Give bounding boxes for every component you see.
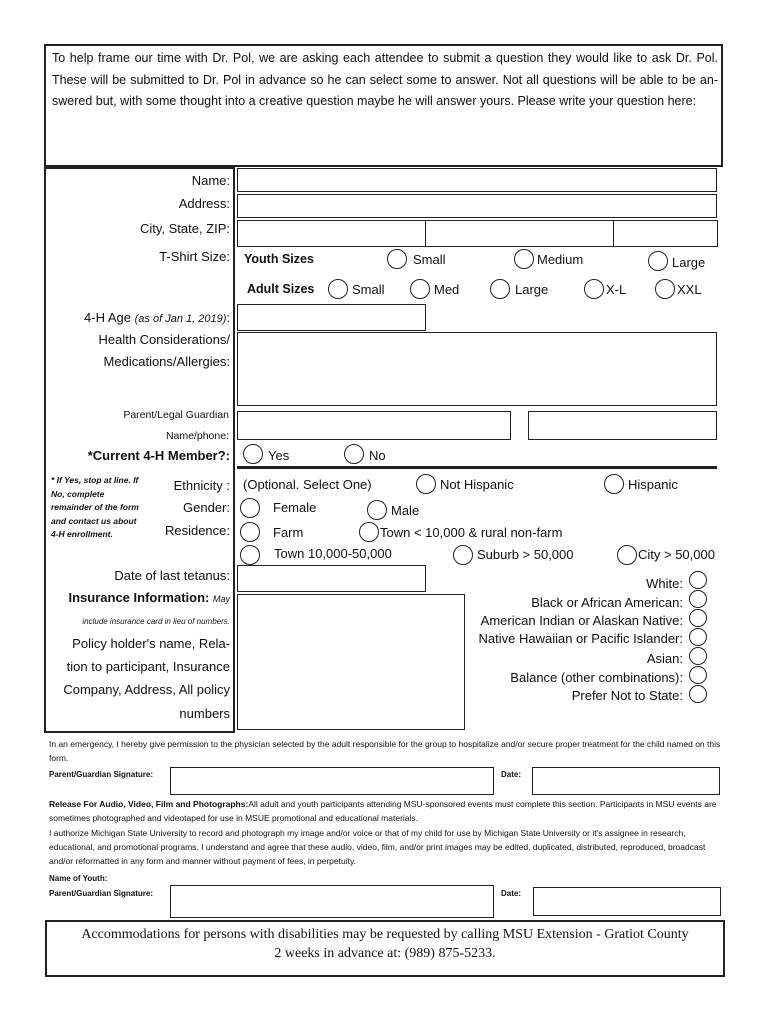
race-hawaiian-label: Native Hawaiian or Pacific Islander:: [478, 631, 683, 646]
adult-med-label: Med: [434, 282, 460, 297]
signature-input[interactable]: [170, 767, 494, 795]
residence-label: Residence:: [164, 523, 230, 538]
ethnicity-label: Ethnicity :: [173, 478, 230, 493]
member-divider: [237, 466, 717, 469]
signature-input-2[interactable]: [170, 885, 494, 918]
not-hispanic-radio[interactable]: [416, 474, 436, 494]
town-small-radio[interactable]: [359, 522, 379, 542]
adult-xxl-radio[interactable]: [655, 279, 675, 299]
state-input[interactable]: [425, 220, 614, 247]
city-input[interactable]: [237, 220, 426, 247]
race-prefer-radio[interactable]: [689, 685, 707, 703]
city-label-option: City > 50,000: [638, 547, 715, 562]
signature-label-2: Parent/Guardian Signature:: [49, 889, 154, 898]
adult-med-radio[interactable]: [410, 279, 430, 299]
release-text: [49, 797, 721, 825]
adult-small-label: Small: [352, 282, 385, 297]
male-label: Male: [391, 503, 420, 518]
guardian-label-2: Name/phone:: [165, 430, 229, 442]
intro-text: To help frame our time with Dr. Pol, we are asking each attendee to submit a question they would like to ask Dr. Pol. These will be submitted to Dr. Pol in advance so he can select some to answer. Not all questions will be able to be an-swered but, with some thought into a creative question maybe he will answer yours. Please write your question here:: [52, 51, 718, 108]
youth-name-label: Name of Youth:: [49, 874, 108, 883]
race-native-label: American Indian or Alaskan Native:: [480, 613, 683, 628]
gender-label: Gender:: [183, 500, 230, 515]
emergency-text: In an emergency, I hereby give permission to the physician selected by the adult responsible for the group to hospitalize and/or secure proper treatment for the child named on this form.: [49, 739, 721, 763]
town-mid-radio[interactable]: [240, 545, 260, 565]
race-native-radio[interactable]: [689, 609, 707, 627]
date-input[interactable]: [532, 767, 720, 795]
date-input-2[interactable]: [533, 887, 721, 916]
address-input[interactable]: [237, 194, 717, 218]
age-label: [84, 310, 230, 325]
farm-label: Farm: [273, 525, 304, 540]
release-title: Release For Audio, Video, Film and Photographs:: [49, 799, 249, 809]
youth-medium-radio[interactable]: [514, 249, 534, 269]
member-no-radio[interactable]: [344, 444, 364, 464]
member-yes-radio[interactable]: [243, 444, 263, 464]
signature-label: Parent/Guardian Signature:: [49, 770, 154, 779]
adult-xxl-label: XXL: [677, 282, 702, 297]
date-label: Date:: [501, 770, 522, 779]
hispanic-radio[interactable]: [604, 474, 624, 494]
name-input[interactable]: [237, 168, 717, 192]
policy-line-4: numbers: [179, 706, 230, 721]
address-label: Address:: [178, 196, 230, 211]
authorize-text: I authorize Michigan State University to record and photograph my image and/or voice or that of my child for use by Michigan State University or it's assignee in research, educational, and promotional programs. I understand and agree that these audio, video, film, and/or print images may be edited, duplicated, distributed, reproduced, broadcast and/or reformatted in any form and manner without payment of fees, in perpetuity.: [49, 828, 706, 866]
insurance-input[interactable]: [237, 594, 465, 730]
race-prefer-label: Prefer Not to State:: [571, 688, 683, 703]
insurance-may: May: [212, 594, 230, 604]
health-input[interactable]: [237, 332, 717, 406]
race-hawaiian-radio[interactable]: [689, 628, 707, 646]
age-label-text: 4-H Age: [84, 310, 132, 325]
insurance-label: [69, 590, 231, 605]
accommodations-line-2: 2 weeks in advance at: (989) 875-5233.: [274, 946, 496, 961]
guardian-name-input[interactable]: [237, 411, 511, 440]
member-no-label: No: [369, 448, 386, 463]
city-label: City, State, ZIP:: [139, 221, 230, 236]
hispanic-label: Hispanic: [628, 477, 678, 492]
health-label-1: Health Considerations/: [98, 332, 230, 347]
age-note: (as of Jan 1, 2019): [134, 313, 227, 325]
release-body: All adult and youth participants attending MSU-sponsored events must complete this section. Participants in MSU events are sometimes photographed and videotaped for use in MSUE promotional and educational materials.: [49, 799, 717, 823]
tetanus-input[interactable]: [237, 565, 426, 592]
adult-large-radio[interactable]: [490, 279, 510, 299]
adult-large-label: Large: [515, 282, 549, 297]
female-label: Female: [273, 500, 317, 515]
policy-line-1: Policy holder's name, Rela-: [72, 636, 230, 651]
town-mid-label: Town 10,000-50,000: [274, 546, 392, 561]
race-white-radio[interactable]: [689, 571, 707, 589]
town-small-label: Town < 10,000 & rural non-farm: [380, 525, 563, 540]
race-asian-label: Asian:: [646, 651, 683, 666]
tetanus-label: Date of last tetanus:: [114, 568, 230, 583]
city-radio[interactable]: [617, 545, 637, 565]
ethnicity-optional: (Optional. Select One): [243, 477, 372, 492]
member-note: * If Yes, stop at line. If No, complete remainder of the form and contact us about 4-H enrollment.: [51, 475, 139, 539]
member-yes-label: Yes: [268, 448, 290, 463]
race-black-label: Black or African American:: [531, 595, 683, 610]
male-radio[interactable]: [367, 500, 387, 520]
farm-radio[interactable]: [240, 522, 260, 542]
race-balance-label: Balance (other combinations):: [510, 670, 683, 685]
youth-large-label: Large: [672, 255, 706, 270]
race-balance-radio[interactable]: [689, 666, 707, 684]
zip-input[interactable]: [613, 220, 718, 247]
adult-small-radio[interactable]: [328, 279, 348, 299]
date-label-2: Date:: [501, 889, 522, 898]
insurance-note: include insurance card in lieu of numbers.: [82, 617, 230, 626]
accommodations-line-1: Accommodations for persons with disabilities may be requested by calling MSU Extension - Gratiot County: [81, 927, 689, 942]
adult-xl-label: X-L: [606, 282, 627, 297]
guardian-label-1: Parent/Legal Guardian: [123, 409, 229, 421]
policy-line-2: tion to participant, Insurance: [66, 659, 230, 674]
youth-medium-label: Medium: [537, 252, 584, 267]
adult-xl-radio[interactable]: [584, 279, 604, 299]
age-input[interactable]: [237, 304, 426, 331]
tshirt-label: T-Shirt Size:: [159, 249, 230, 264]
health-label-2: Medications/Allergies:: [103, 354, 230, 369]
insurance-title: Insurance Information:: [68, 590, 210, 605]
female-radio[interactable]: [240, 498, 260, 518]
name-label: Name:: [191, 173, 230, 188]
policy-line-3: Company, Address, All policy: [63, 682, 230, 697]
suburb-label: Suburb > 50,000: [477, 547, 574, 562]
member-label: *Current 4-H Member?:: [87, 448, 230, 463]
youth-sizes-label: Youth Sizes: [244, 252, 314, 266]
youth-small-label: Small: [413, 252, 446, 267]
youth-large-radio[interactable]: [648, 251, 668, 271]
youth-small-radio[interactable]: [387, 249, 407, 269]
race-asian-radio[interactable]: [689, 647, 707, 665]
suburb-radio[interactable]: [453, 545, 473, 565]
guardian-phone-input[interactable]: [528, 411, 717, 440]
race-black-radio[interactable]: [689, 590, 707, 608]
adult-sizes-label: Adult Sizes: [247, 282, 315, 296]
race-white-label: White:: [646, 576, 683, 591]
age-colon: :: [226, 310, 230, 325]
not-hispanic-label: Not Hispanic: [440, 477, 514, 492]
